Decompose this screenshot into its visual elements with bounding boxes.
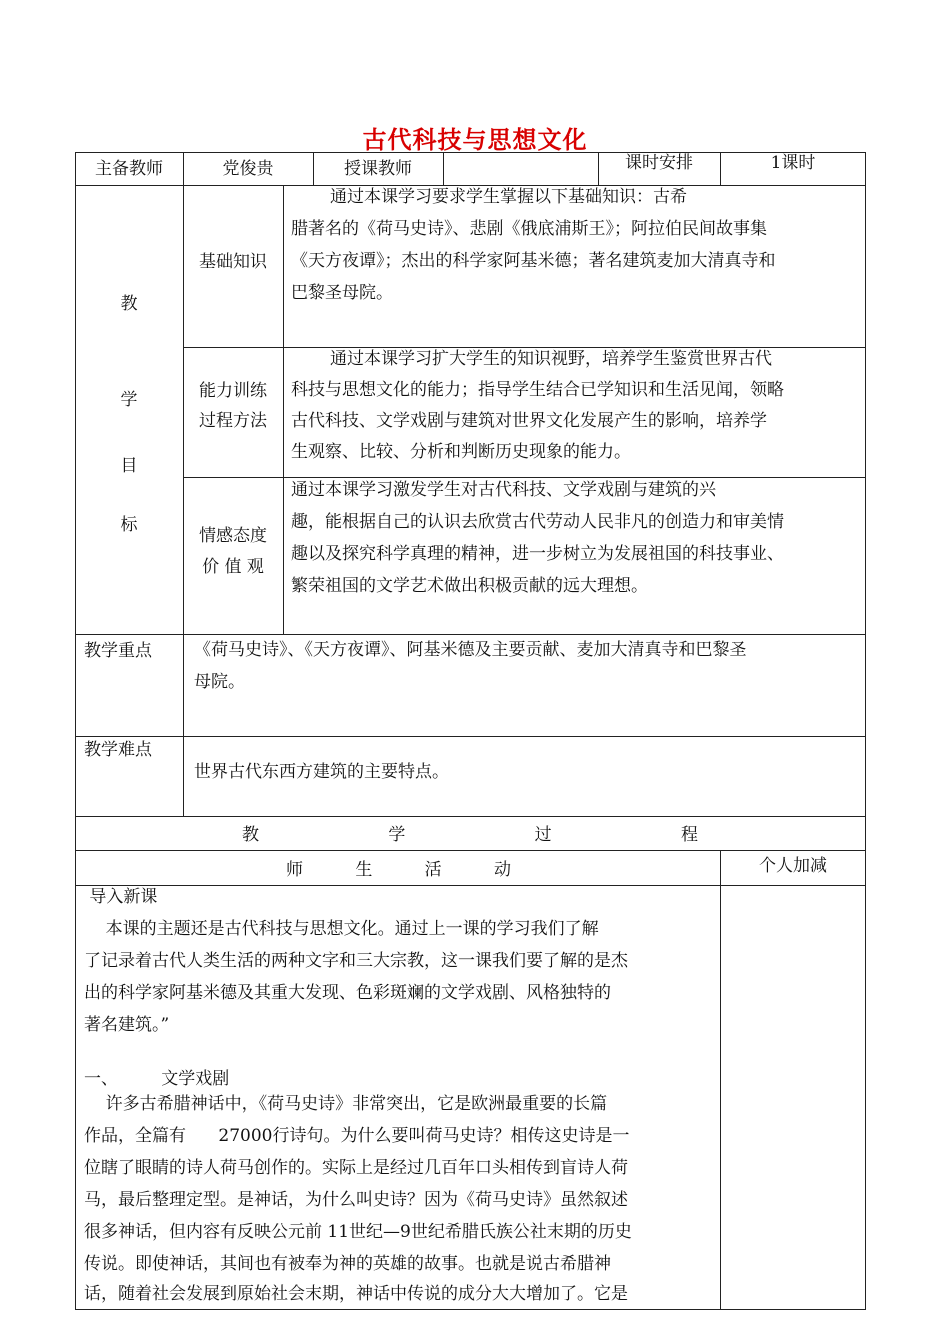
- objective-label: 过程方法: [199, 411, 267, 431]
- process-header-char: 程: [680, 825, 698, 845]
- body-line: 本课的主题还是古代科技与思想文化。通过上一课的学习我们了解: [84, 919, 599, 939]
- activity-header-char: 活: [424, 860, 442, 880]
- body-line: 作品，全篇有 27000行诗句。为什么要叫荷马史诗？相传这史诗是一: [84, 1126, 630, 1146]
- objective-label: 情感态度: [199, 526, 267, 546]
- body-line: 位瞎了眼睛的诗人荷马创作的。实际上是经过几百年口头相传到盲诗人荷: [84, 1158, 628, 1178]
- body-line: 导入新课: [84, 887, 158, 907]
- schedule-label: 课时安排: [625, 153, 693, 173]
- col-divider: [720, 850, 721, 1310]
- activity-header-char: 师: [286, 860, 303, 880]
- objectives-section-char: 学: [120, 390, 138, 410]
- section-heading: 一、 文学戏剧: [84, 1069, 230, 1089]
- key-points-text-line: 《荷马史诗》、《天方夜谭》、阿基米德及主要贡献、麦加大清真寺和巴黎圣: [194, 640, 747, 660]
- objective-text-line: 通过本课学习扩大学生的知识视野，培养学生鉴赏世界古代: [330, 349, 772, 369]
- personal-adjust-header: 个人加减: [759, 856, 827, 876]
- col-divider: [283, 185, 284, 634]
- objectives-section-char: 目: [120, 456, 138, 476]
- difficulties-text: 世界古代东西方建筑的主要特点。: [194, 762, 449, 782]
- activity-header-char: 生: [355, 860, 373, 880]
- objective-text-line: 通过本课学习要求学生掌握以下基础知识：古希: [330, 187, 687, 207]
- page-title: 古代科技与思想文化: [362, 125, 588, 154]
- objective-label: 能力训练: [199, 381, 267, 401]
- lead-teacher-label: 主备教师: [95, 159, 163, 179]
- body-line: 很多神话，但内容有反映公元前 11世纪—9世纪希腊氏族公社末期的历史: [84, 1222, 632, 1242]
- objective-text-line: 通过本课学习激发学生对古代科技、文学戏剧与建筑的兴: [291, 480, 716, 500]
- objective-label: 基础知识: [199, 252, 267, 272]
- key-points-label: 教学重点: [84, 641, 152, 661]
- objective-text-line: 趣以及探究科学真理的精神，进一步树立为发展祖国的科技事业、: [291, 544, 784, 564]
- teaching-teacher-label: 授课教师: [344, 159, 412, 179]
- process-header: [242, 820, 698, 845]
- row-divider: [75, 850, 866, 851]
- body-line: 出的科学家阿基米德及其重大发现、色彩斑斓的文学戏剧、风格独特的: [84, 983, 611, 1003]
- activity-header-char: 动: [493, 860, 511, 880]
- activity-header: [286, 855, 511, 880]
- key-points-text-line: 母院。: [194, 672, 245, 692]
- objective-text-line: 腊著名的《荷马史诗》、悲剧《俄底浦斯王》；阿拉伯民间故事集: [291, 219, 767, 239]
- objective-text-line: 巴黎圣母院。: [291, 283, 393, 303]
- objectives-section-char: 教: [120, 294, 138, 314]
- row-divider: [75, 736, 866, 737]
- objective-text-line: 趣，能根据自己的认识去欣赏古代劳动人民非凡的创造力和审美情: [291, 512, 784, 532]
- row-divider: [75, 885, 866, 886]
- body-line: 了记录着古代人类生活的两种文字和三大宗教，这一课我们要了解的是杰: [84, 951, 628, 971]
- body-line: 许多古希腊神话中，《荷马史诗》非常突出，它是欧洲最重要的长篇: [84, 1094, 608, 1114]
- objective-label: 价 值 观: [202, 557, 264, 577]
- body-line: 著名建筑。”: [84, 1015, 170, 1035]
- objective-text-line: 繁荣祖国的文学艺术做出积极贡献的远大理想。: [291, 576, 648, 596]
- body-line: 传说。即使神话，其间也有被奉为神的英雄的故事。也就是说古希腊神: [84, 1254, 611, 1274]
- objective-text-line: 古代科技、文学戏剧与建筑对世界文化发展产生的影响，培养学: [291, 411, 767, 431]
- difficulties-label: 教学难点: [84, 740, 152, 760]
- objective-text-line: 《天方夜谭》；杰出的科学家阿基米德；著名建筑麦加大清真寺和: [291, 251, 776, 271]
- schedule-value: 1课时: [770, 153, 816, 173]
- lead-teacher-name: 党俊贵: [222, 159, 274, 179]
- objective-text-line: 科技与思想文化的能力；指导学生结合已学知识和生活见闻，领略: [291, 380, 784, 400]
- process-header-char: 学: [388, 825, 406, 845]
- row-divider: [75, 816, 866, 817]
- objective-text-line: 生观察、比较、分析和判断历史现象的能力。: [291, 442, 631, 462]
- process-header-char: 教: [242, 825, 259, 845]
- body-line: 马，最后整理定型。是神话，为什么叫史诗？因为《荷马史诗》虽然叙述: [84, 1190, 628, 1210]
- process-header-char: 过: [534, 825, 552, 845]
- body-line: 话，随着社会发展到原始社会末期，神话中传说的成分大大增加了。它是: [84, 1284, 628, 1304]
- objectives-section-char: 标: [120, 515, 138, 535]
